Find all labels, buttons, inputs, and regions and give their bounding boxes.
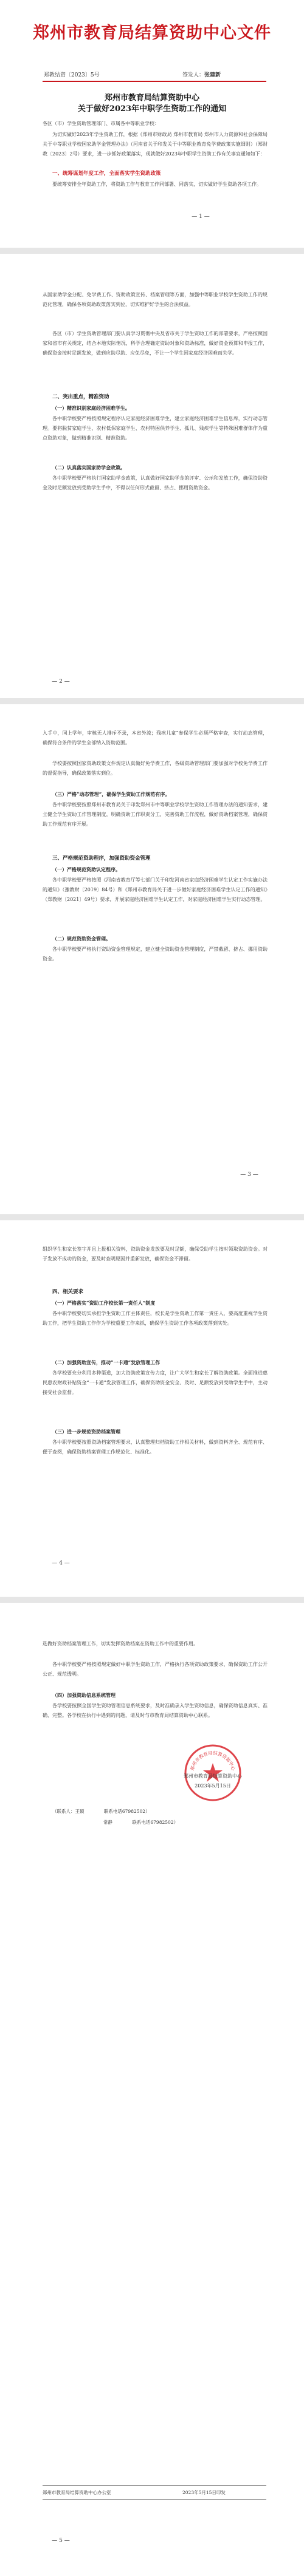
page-separator	[0, 698, 304, 704]
page-number: — 2 —	[52, 679, 70, 685]
page-number: — 4 —	[52, 1560, 70, 1566]
paragraph: 要统筹安排全年资助工作，将资助工作与教育工作同部署、同落实，切实做好学生资助各项工作。	[52, 182, 261, 187]
page-separator	[0, 248, 304, 254]
footer-top-line	[43, 2485, 266, 2486]
subsection-heading: （一）精准识别家庭经济困难学生。	[52, 405, 130, 411]
notice-title-line2: 关于做好2023年中职学生资助工作的通知	[77, 104, 227, 114]
signing-organization: 郑州市教育局结算资助中心	[184, 1773, 242, 1779]
footer-organization: 郑州市教育局结算资助中心办公室	[43, 2490, 111, 2495]
signer-label: 签发人：	[182, 72, 205, 78]
red-header-title: 郑州市教育局结算资助中心文件	[33, 24, 271, 42]
seal-text: 郑州市教育局结算资助中心	[189, 1750, 237, 1772]
footer-bottom-line	[43, 2499, 266, 2500]
paragraph: 各中职学校要按照郑州市教育局关于印发郑州市中等职业学校学生资助工作管理办法的通知要求，建立健全学生资助工作管理制度，明确资助工作职责分工，完善资助工作流程，做好资助档案管理，确保资助工作规范有序开展。	[43, 802, 268, 827]
page-5	[0, 1603, 304, 2576]
page-number: — 3 —	[240, 1172, 258, 1178]
contact-tel: 联系电话67982502）	[103, 1809, 150, 1814]
paragraph: 各中职学校要严格按照规定做好中职学生资助工作，严格执行各项资助政策要求，确保资助工作公开公正、规范透明。	[43, 1662, 268, 1677]
subsection-heading: （二）规范资助资金管理。	[52, 936, 111, 942]
page-separator	[0, 1597, 304, 1603]
red-divider	[43, 81, 266, 82]
paragraph: 各中职学校要严格执行国家助学金政策，认真做好国家助学金的评审、公示和发放工作，确保资助资金及时足额发放到受助学生手中，不得以任何形式截留、挤占、挪用资助资金。	[43, 475, 268, 491]
subsection-heading: （一）严格落实“资助工作校长第一责任人”制度	[52, 1300, 156, 1306]
footer-date: 2023年5月15日印发	[182, 2490, 226, 2495]
signing-date: 2023年5月15日	[195, 1783, 231, 1789]
page-2	[0, 254, 304, 739]
paragraph: 各学校要充分利用多种渠道，加大资助政策宣传力度，让广大学生和家长了解资助政策。全面推进惠民惠农财政补贴资金“一卡通”发放管理工作，确保资助资金安全、及时、足额发放到受助学生手中，主动接受社会监督。	[43, 1370, 268, 1395]
paragraph: 各学校要按照全国学生资助管理信息系统要求，及时准确录入学生资助信息，确保资助信息真实、准确、完整。各学校在执行中遇到的问题，请及时与市教育局结算资助中心联系。	[43, 1703, 268, 1718]
signer-name: 张建新	[204, 72, 221, 78]
subsection-heading: （二）认真落实国家助学金政策。	[52, 464, 125, 471]
paragraph: 选做好资助档案管理工作，切实发挥资助档案在资助工作中的重要作用。	[43, 1641, 198, 1647]
contact-label: 常静	[103, 1820, 112, 1825]
contact-label: （联系人：王硕	[52, 1809, 85, 1814]
section-heading-1: 一、统筹谋划年度工作，全面落实学生资助政策	[52, 171, 161, 177]
paragraph: 各区（市）学生资助管理部门要认真学习贯彻中央及省市关于学生资助工作的部署要求，严格按照国家和省市有关规定，结合本地实际情况，科学合理确定资助对象和资助标准，做好资金预算和申报工作，确保资金按时足额发放，做到应助尽助、应免尽免，不让一个学生因家庭经济困难而失学。	[43, 331, 268, 356]
paragraph: 入手中，同上学年，审核无人排斥不录，本省外流；残疾儿童“参保学生必须严格审查，实行动态管理，确保符合条件的学生全部纳入资助范围。	[43, 730, 268, 746]
paragraph: 各中职学校要严格执行资助资金管理规定，建立健全资助资金管理制度，严禁截留、挤占、挪用资助资金。	[43, 946, 268, 962]
page-number: — 1 —	[192, 214, 210, 220]
paragraph: 各中职学校要严格按照《河南省教育厅等七部门关于印发河南省家庭经济困难学生认定工作实施办法的通知》（豫教财〔2019〕84号）和《郑州市教育局关于进一步做好家庭经济困难学生认定工作的通知》（郑教财〔2021〕49号）要求，开展家庭经济困难学生认定工作，对家庭经济困难学生实行动态管理。	[43, 877, 268, 902]
addressee: 各区（市）学生资助管理部门、市属各中等职业学校：	[43, 121, 159, 126]
page-number: — 5 —	[52, 2538, 70, 2544]
paragraph: 从国家助学金分配、免学费工作、资助政策宣传、档案管理等方面，加强中等职业学校学生资助工作的规范化管理，确保各项资助政策落实到位，切实维护好学生的合法权益。	[43, 292, 268, 307]
section-heading-3: 三、严格规范资助程序，加强资助资金管理	[52, 855, 151, 861]
paragraph: 组织学生和家长签字并且上报相关资料，资助资金发放要及时足额，确保受助学生按时领取资助资金。对于发放不成功的资金，要及时查明原因并重新发放，确保资金不滞留。	[43, 1246, 268, 1262]
intro-paragraph: 为切实做好2023年学生资助工作，根据《郑州市财政局 郑州市教育局 郑州市人力资源和社会保障局关于中等职业学校国家助学金管理办法》（河南省关于印发关于中等职业教育免学费政策实施细则）（郑财教〔2023〕2号）要求，进一步抓好政策落实，现就做好2023年中职学生资助工作有关事宜通知如下：	[43, 132, 268, 157]
subsection-heading: （三）进一步规范资助档案管理	[52, 1429, 120, 1435]
contact-person-2	[103, 1819, 178, 1826]
page-3	[0, 704, 304, 1202]
section-heading-4: 四、相关要求	[52, 1289, 84, 1295]
section-heading-2: 二、突出重点，精准资助	[52, 394, 109, 400]
paragraph: 各中职学校要切实承担学生资助工作主体责任，校长是学生资助工作第一责任人，要高度重视学生资助工作，把学生资助工作作为学校重要工作来抓，确保学生资助工作各项政策落到实处。	[43, 1311, 268, 1326]
subsection-heading: （二）加强资助宣传，推动“一卡通”发放管理工作	[52, 1359, 161, 1365]
notice-title-line1: 郑州市教育局结算资助中心	[104, 93, 199, 103]
signer	[182, 70, 221, 78]
contact-person-1	[52, 1808, 150, 1815]
document-number: 郑教结资〔2023〕5号	[44, 72, 100, 78]
subsection-heading: （一）严格规范资助认定程序。	[52, 866, 120, 872]
subsection-heading: （三）严格“动态管理”，确保学生资助工作规范有序。	[52, 791, 170, 797]
subsection-heading: （四）加强资助信息系统管理	[52, 1692, 116, 1698]
paragraph: 各中职学校要严格按照规定程序认定家庭经济困难学生，建立家庭经济困难学生信息库，实行动态管理。要将脱贫家庭学生、农村低保家庭学生、农村特困供养学生、孤儿、残疾学生等特殊困难群体作为重点资助对象，做到精准识别、精准资助。	[43, 416, 268, 441]
contact-tel: 联系电话67982502）	[132, 1820, 179, 1825]
page-separator	[0, 1214, 304, 1220]
paragraph: 学校要按照国家资助政策文件规定认真做好免学费工作，各级资助管理部门要加强对学校免学费工作的督促指导，确保政策落实到位。	[43, 761, 268, 776]
paragraph: 各中职学校要按照资助档案管理要求，认真整理归档资助工作相关材料，做到资料齐全、规范有序、便于查阅，确保资助档案管理工作规范化、标准化。	[43, 1439, 268, 1455]
